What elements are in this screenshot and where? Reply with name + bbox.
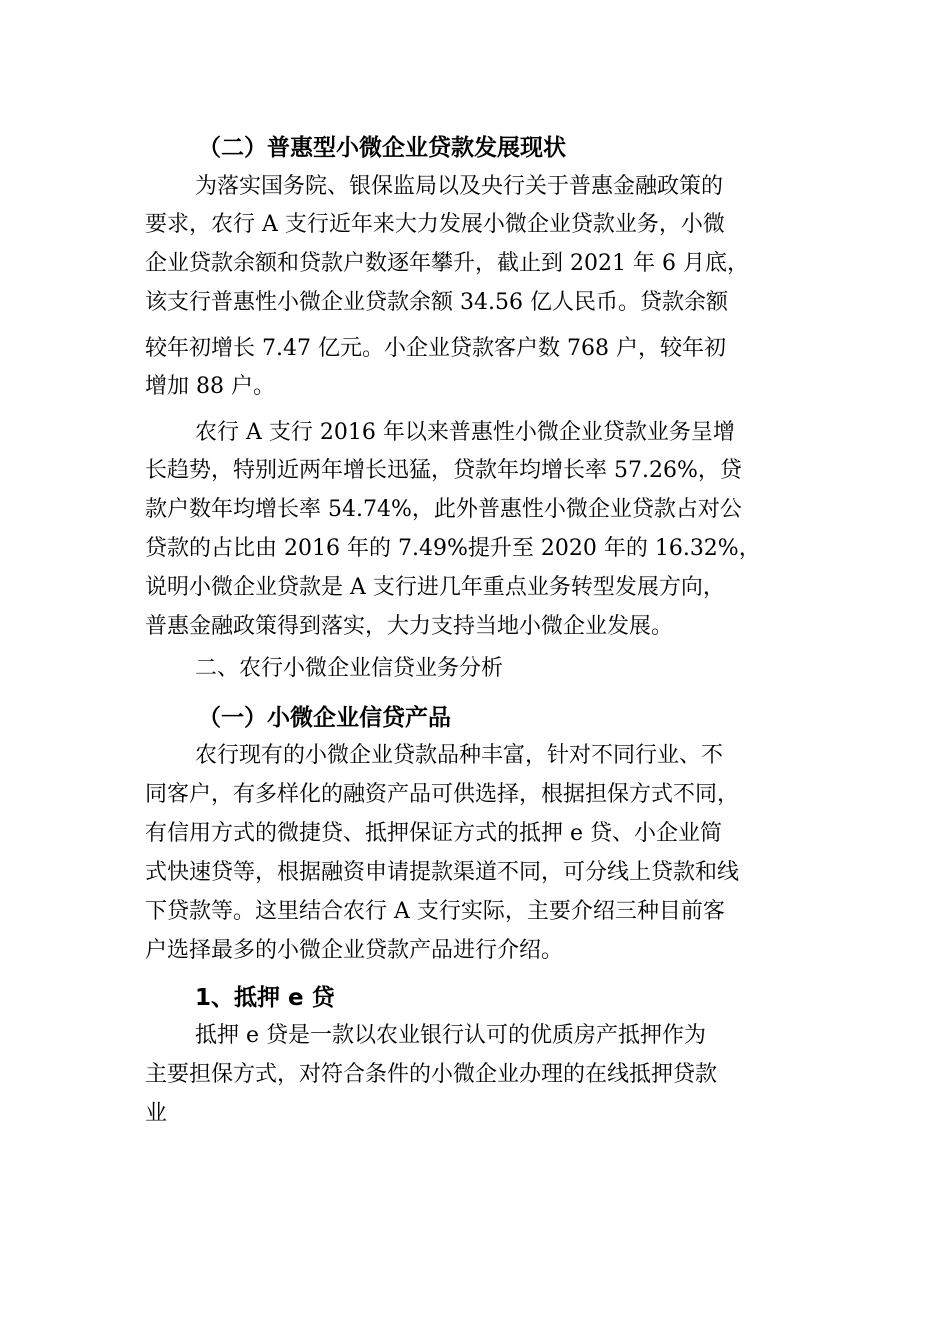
paragraph-line: 普惠金融政策得到落实，大力支持当地小微企业发展。 bbox=[145, 614, 674, 639]
section-heading-1: （一）小微企业信贷产品 bbox=[198, 705, 451, 731]
section-heading-2: （二）普惠型小微企业贷款发展现状 bbox=[198, 135, 566, 161]
paragraph-line: 下贷款等。这里结合农行 A 支行实际，主要介绍三种目前客 bbox=[145, 899, 725, 924]
paragraph-line: 款户数年均增长率 54.74%，此外普惠性小微企业贷款占对公 bbox=[145, 497, 742, 522]
paragraph-line: 企业贷款余额和贷款户数逐年攀升，截止到 2021 年 6 月底， bbox=[145, 251, 749, 276]
paragraph-line: 增加 88 户。 bbox=[145, 374, 275, 399]
chapter-heading: 二、农行小微企业信贷业务分析 bbox=[195, 656, 504, 681]
paragraph-line: 要求，农行 A 支行近年来大力发展小微企业贷款业务，小微 bbox=[145, 212, 725, 237]
paragraph-line: 业 bbox=[145, 1101, 168, 1126]
paragraph-line: 式快速贷等，根据融资申请提款渠道不同，可分线上贷款和线 bbox=[145, 860, 740, 885]
paragraph-line: 主要担保方式，对符合条件的小微企业办理的在线抵押贷款 bbox=[145, 1062, 718, 1087]
paragraph-line: 该支行普惠性小微企业贷款余额 34.56 亿人民币。贷款余额 bbox=[145, 290, 728, 315]
paragraph-line: 有信用方式的微捷贷、抵押保证方式的抵押 e 贷、小企业简 bbox=[145, 821, 723, 846]
paragraph-line: 贷款的占比由 2016 年的 7.49%提升至 2020 年的 16.32%， bbox=[145, 536, 761, 561]
paragraph-line: 农行现有的小微企业贷款品种丰富，针对不同行业、不 bbox=[195, 743, 724, 768]
paragraph-line: 户选择最多的小微企业贷款产品进行介绍。 bbox=[145, 938, 564, 963]
paragraph-line: 同客户，有多样化的融资产品可供选择，根据担保方式不同， bbox=[145, 782, 740, 807]
subheading-mortgage-e-loan: 1、抵押 e 贷 bbox=[195, 985, 335, 1011]
paragraph-line: 长趋势，特别近两年增长迅猛，贷款年均增长率 57.26%，贷 bbox=[145, 458, 742, 483]
paragraph-line: 为落实国务院、银保监局以及央行关于普惠金融政策的 bbox=[195, 174, 724, 199]
paragraph-line: 说明小微企业贷款是 A 支行进几年重点业务转型发展方向， bbox=[145, 575, 725, 600]
paragraph-line: 抵押 e 贷是一款以农业银行认可的优质房产抵押作为 bbox=[195, 1023, 707, 1048]
paragraph-line: 农行 A 支行 2016 年以来普惠性小微企业贷款业务呈增 bbox=[195, 420, 735, 445]
paragraph-line: 较年初增长 7.47 亿元。小企业贷款客户数 768 户，较年初 bbox=[145, 336, 726, 361]
